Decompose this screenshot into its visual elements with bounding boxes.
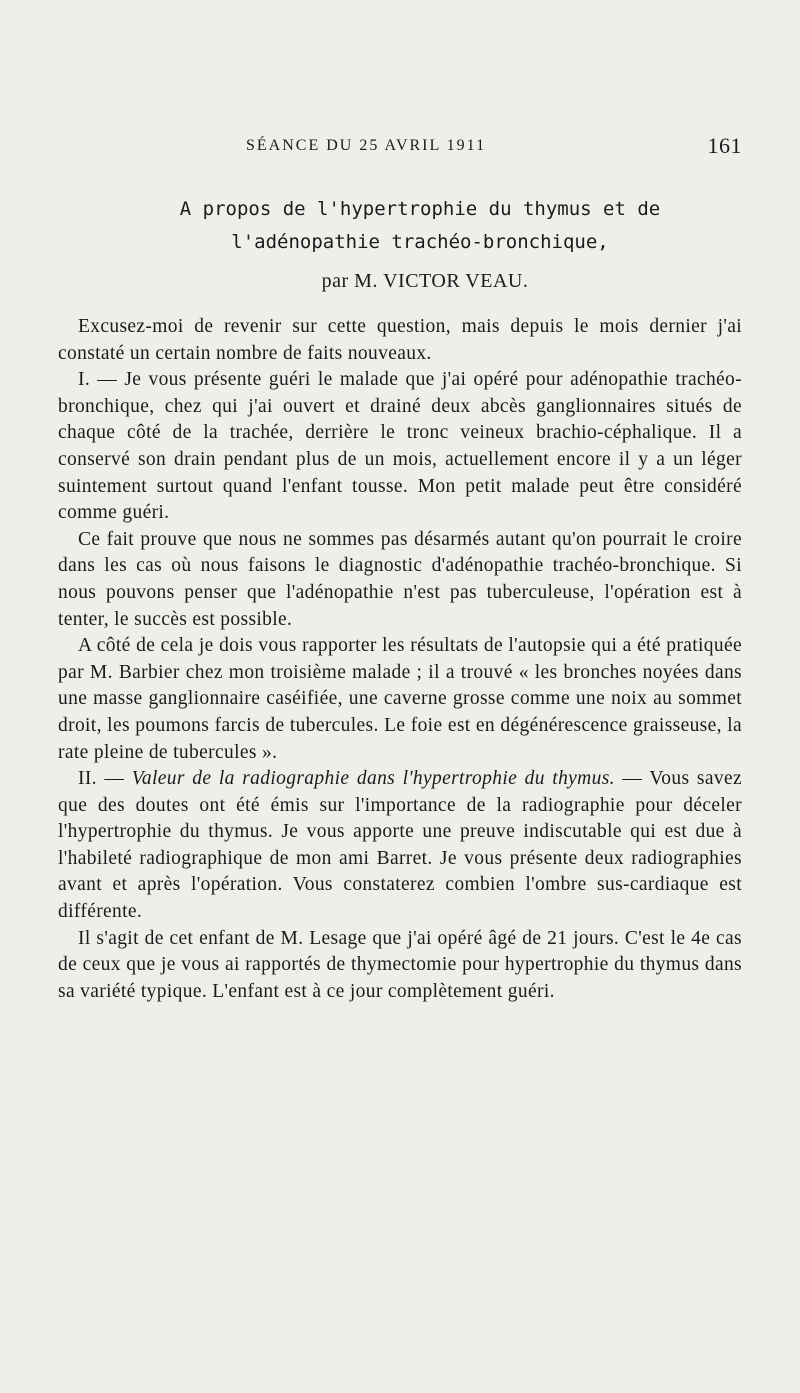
author-byline: par M. VICTOR VEAU.: [321, 270, 529, 292]
paragraph-intro: Excusez-moi de revenir sur cette question, mais depuis le mois dernier j'ai constaté un certain nombre de faits nouveaux.: [58, 316, 742, 364]
paragraph-autopsy: A côté de cela je dois vous rapporter les résultats de l'autopsie qui a été pratiquée par M. Barbier chez mon troisième malade ; il a trouvé « les bronches noyées dans une masse ganglionnaire caséifiée, une caverne grosse comme une noix au sommet droit, les poumons farcis de tubercules. Le foie est en dégénérescence graisseuse, la rate pleine de tubercules ».: [58, 635, 742, 763]
article-title-line-2: l'adénopathie trachéo-bronchique,: [231, 231, 609, 253]
paragraph-section-1: I. — Je vous présente guéri le malade que j'ai opéré pour adénopathie trachéo-bronchique, chez qui j'ai ouvert et drainé deux abcès ganglionnaires situés de chaque côté de la trachée, derrière le tronc veineux brachio-céphalique. Il a conservé son drain pendant plus de un mois, actuellement encore il y a un léger suintement surtout quand l'enfant tousse. Mon petit malade peut être considéré comme guéri.: [58, 369, 742, 524]
page-header: [60, 133, 750, 163]
article-body: [58, 314, 742, 1005]
section-2-number: II. —: [78, 768, 132, 790]
byline: [60, 270, 750, 293]
paragraph-section-1-continued: Ce fait prouve que nous ne sommes pas désarmés autant qu'on pourrait le croire dans les cas où nous faisons le diagnostic d'adénopathie trachéo-bronchique. Si nous pouvons penser que l'adénopathie n'est pas tuberculeuse, l'opération est à tenter, le succès est possible.: [58, 528, 742, 630]
article-title-line-1: A propos de l'hypertrophie du thymus et de: [179, 198, 661, 220]
page-number: 161: [707, 133, 742, 158]
paragraph-final: Il s'agit de cet enfant de M. Lesage que j'ai opéré âgé de 21 jours. C'est le 4e cas de ceux que je vous ai rapportés de thymectomie pour hypertrophie du thymus dans sa variété typique. L'enfant est à ce jour complètement guéri.: [58, 927, 742, 1002]
paragraph-section-2: [58, 766, 742, 926]
running-title: SÉANCE DU 25 AVRIL 1911: [246, 137, 487, 154]
section-2-text: — Vous savez que des doutes ont été émis sur l'importance de la radiographie pour déceler l'hypertrophie du thymus. Je vous apporte une preuve indiscutable qui est due à l'habileté radiographique de mon ami Barret. Je vous présente deux radiographies avant et après l'opération. Vous constaterez combien l'ombre sus-cardiaque est différente.: [58, 768, 742, 923]
article-title: [60, 193, 750, 259]
section-2-heading: Valeur de la radiographie dans l'hypertrophie du thymus.: [131, 768, 615, 790]
